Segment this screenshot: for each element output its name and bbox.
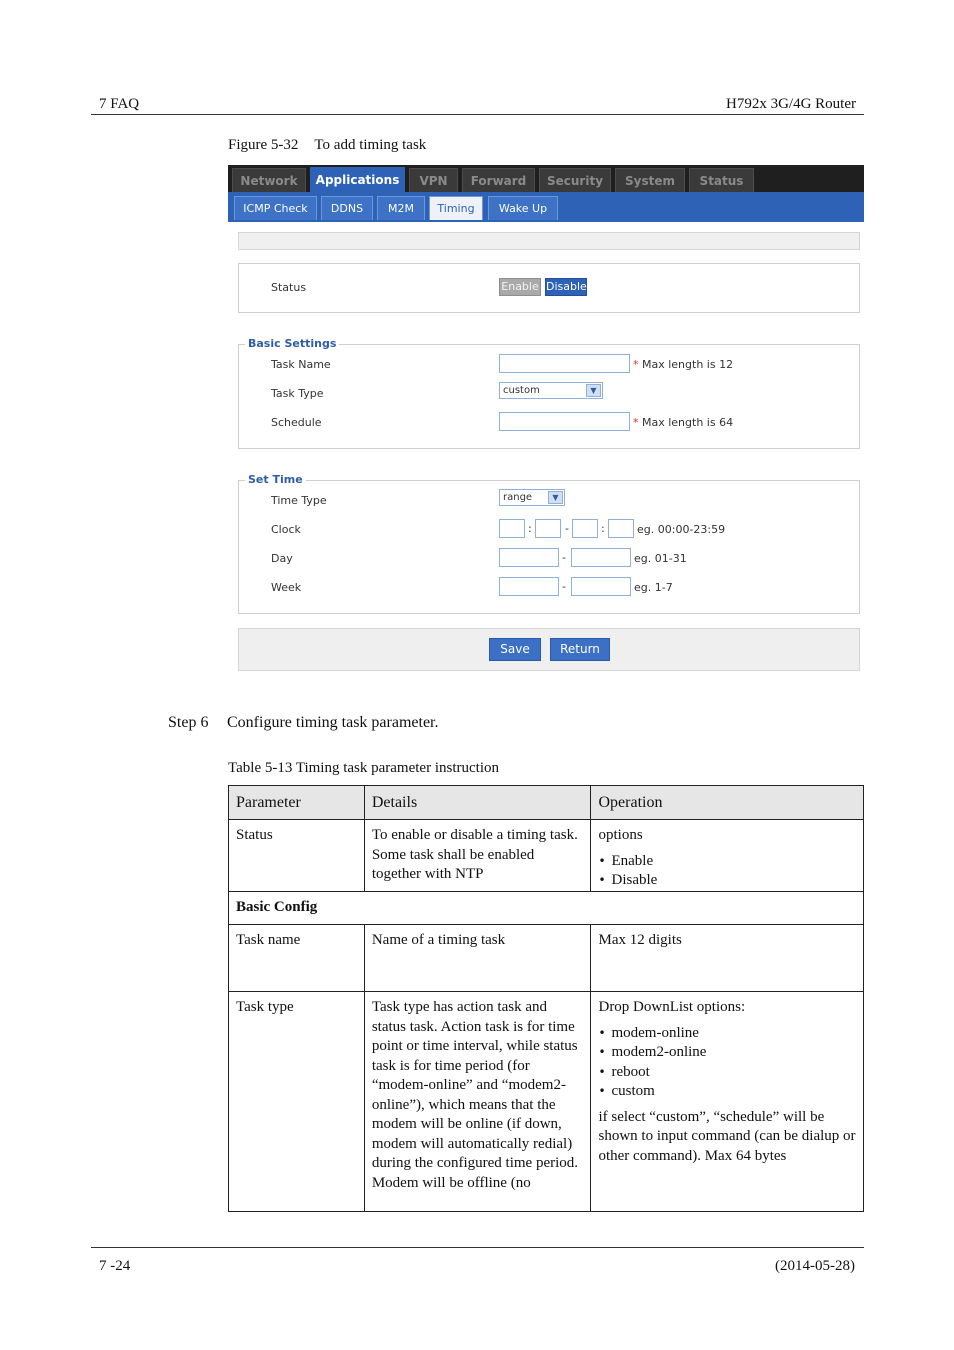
options-list xyxy=(598,1024,856,1102)
table-cell: Max 12 digits xyxy=(591,925,864,992)
schedule-hint: * Max length is 64 xyxy=(633,416,734,429)
subtab-ddns[interactable]: DDNS xyxy=(321,196,373,220)
schedule-input[interactable] xyxy=(499,412,630,431)
enable-button[interactable]: Enable xyxy=(499,278,541,296)
task-name-input[interactable] xyxy=(499,354,630,373)
table-cell: Drop DownList options: • modem-online • modem2-online • reboot • custom if select “custom”, “schedule” will be shown to input command (can be dialup or other command). Max 64 bytes xyxy=(591,992,864,1212)
table-row xyxy=(229,820,864,892)
basic-settings-legend: Basic Settings xyxy=(245,337,339,350)
top-navigation xyxy=(228,165,864,192)
list-item: • Enable xyxy=(598,852,856,872)
tab-vpn[interactable]: VPN xyxy=(409,168,458,192)
chevron-down-icon: ▼ xyxy=(548,491,563,504)
table-section-row xyxy=(229,892,864,925)
status-label: Status xyxy=(271,281,307,294)
figure-caption xyxy=(228,137,426,154)
figure-label: Figure 5-32 xyxy=(228,137,299,153)
toolbar-strip xyxy=(238,232,860,250)
week-start-input[interactable] xyxy=(499,577,559,596)
table-header-cell: Details xyxy=(364,786,591,820)
header-product: H792x 3G/4G Router xyxy=(726,96,856,112)
day-start-input[interactable] xyxy=(499,548,559,567)
table-cell: Name of a timing task xyxy=(364,925,591,992)
return-button[interactable]: Return xyxy=(550,638,610,661)
task-type-select[interactable]: custom ▼ xyxy=(499,382,603,399)
tab-forward[interactable]: Forward xyxy=(462,168,535,192)
disable-button[interactable]: Disable xyxy=(545,278,587,296)
sub-navigation xyxy=(228,192,864,222)
table-cell: Task type xyxy=(229,992,365,1212)
list-item: • Disable xyxy=(598,871,856,891)
task-type-label: Task Type xyxy=(271,387,324,400)
clock-colon: : xyxy=(601,522,605,535)
step-number: Step 6 xyxy=(168,714,209,731)
status-panel xyxy=(238,263,860,313)
day-hint: eg. 01-31 xyxy=(634,552,687,565)
table-section-cell: Basic Config xyxy=(229,892,864,925)
day-end-input[interactable] xyxy=(571,548,631,567)
tab-network[interactable]: Network xyxy=(232,168,306,192)
router-ui-screenshot xyxy=(228,165,864,677)
tab-security[interactable]: Security xyxy=(539,168,611,192)
clock-end-minute-input[interactable] xyxy=(608,519,634,538)
table-row xyxy=(229,992,864,1212)
day-dash: - xyxy=(562,551,566,564)
basic-settings-panel xyxy=(238,337,860,449)
task-name-hint: * Max length is 12 xyxy=(633,358,734,371)
clock-start-minute-input[interactable] xyxy=(535,519,561,538)
list-item: • custom xyxy=(598,1082,856,1102)
subtab-icmp-check[interactable]: ICMP Check xyxy=(234,196,317,220)
required-star: * xyxy=(633,358,639,371)
options-list xyxy=(598,852,856,891)
set-time-legend: Set Time xyxy=(245,473,306,486)
week-label: Week xyxy=(271,581,302,594)
tab-applications[interactable]: Applications xyxy=(310,167,405,192)
table-header-cell: Parameter xyxy=(229,786,365,820)
clock-colon: : xyxy=(528,522,532,535)
header-rule xyxy=(91,114,864,115)
table-row xyxy=(229,925,864,992)
subtab-wake-up[interactable]: Wake Up xyxy=(488,196,558,220)
parameter-table xyxy=(228,785,864,1212)
clock-hint: eg. 00:00-23:59 xyxy=(637,523,726,536)
table-cell: Status xyxy=(229,820,365,892)
time-type-label: Time Type xyxy=(271,494,327,507)
week-end-input[interactable] xyxy=(571,577,631,596)
table-caption: Table 5-13 Timing task parameter instruction xyxy=(228,760,499,776)
form-footer xyxy=(238,628,860,671)
list-item: • modem2-online xyxy=(598,1043,856,1063)
clock-label: Clock xyxy=(271,523,301,536)
task-name-label: Task Name xyxy=(271,358,331,371)
clock-end-hour-input[interactable] xyxy=(572,519,598,538)
table-cell: options • Enable • Disable xyxy=(591,820,864,892)
table-header-row xyxy=(229,786,864,820)
clock-dash: - xyxy=(565,522,569,535)
day-label: Day xyxy=(271,552,293,565)
list-item: • reboot xyxy=(598,1063,856,1083)
week-dash: - xyxy=(562,580,566,593)
footer-rule xyxy=(91,1247,864,1248)
custom-note: if select “custom”, “schedule” will be shown to input command (can be dialup or other command). Max 64 bytes xyxy=(598,1108,856,1164)
week-hint: eg. 1-7 xyxy=(634,581,673,594)
schedule-label: Schedule xyxy=(271,416,322,429)
step-text: Configure timing task parameter. xyxy=(227,714,439,731)
save-button[interactable]: Save xyxy=(489,638,541,661)
tab-system[interactable]: System xyxy=(615,168,685,192)
subtab-timing[interactable]: Timing xyxy=(429,196,483,220)
figure-title: To add timing task xyxy=(314,137,427,153)
footer-page-number: 7 -24 xyxy=(99,1258,131,1274)
table-header-cell: Operation xyxy=(591,786,864,820)
footer-date: (2014-05-28) xyxy=(775,1258,855,1274)
time-type-select[interactable]: range ▼ xyxy=(499,489,565,506)
chevron-down-icon: ▼ xyxy=(586,384,601,397)
subtab-m2m[interactable]: M2M xyxy=(377,196,425,220)
clock-start-hour-input[interactable] xyxy=(499,519,525,538)
header-chapter: 7 FAQ xyxy=(99,96,140,112)
table-cell: To enable or disable a timing task. Some task shall be enabled together with NTP xyxy=(364,820,591,892)
required-star: * xyxy=(633,416,639,429)
table-cell: Task name xyxy=(229,925,365,992)
step-instruction xyxy=(168,714,439,732)
table-cell: Task type has action task and status task. Action task is for time point or time interval, while status task is for time period (for “modem-online” and “modem2-online”), which means that the modem will be online (if down, modem will automatically redial) during the configured time period. Modem will be offline (no xyxy=(364,992,591,1212)
tab-status[interactable]: Status xyxy=(689,168,754,192)
set-time-panel xyxy=(238,473,860,614)
list-item: • modem-online xyxy=(598,1024,856,1044)
